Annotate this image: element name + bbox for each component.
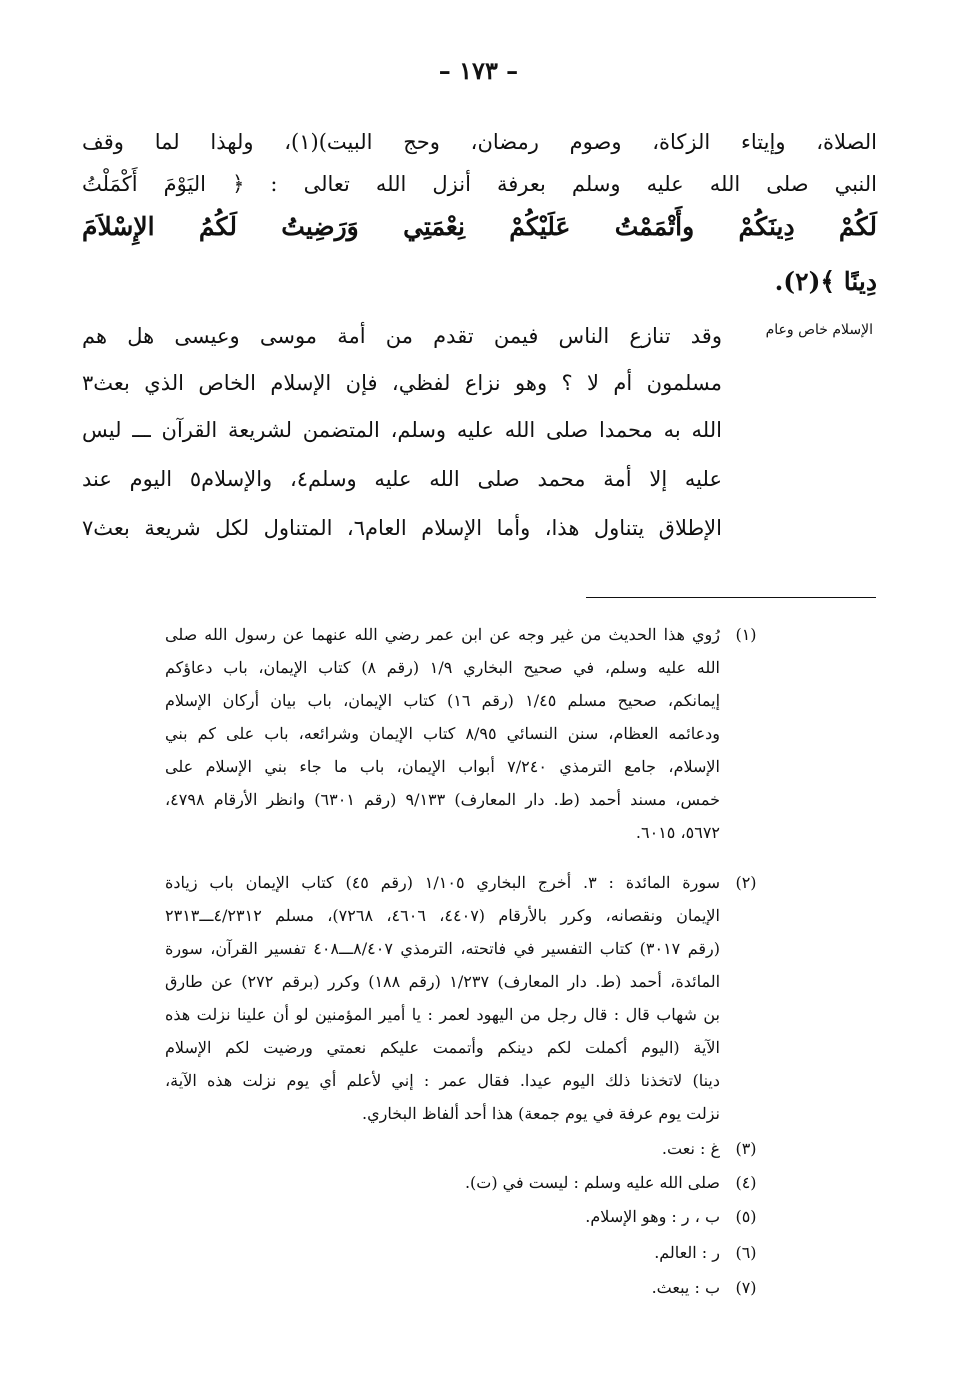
footnote-number: (٣) bbox=[735, 1139, 757, 1158]
footnote-line: دينا) لاتخذنا ذلك اليوم عيدا. فقال عمر : إني لأعلم أي يوم نزلت هذه الآية، bbox=[165, 1071, 720, 1090]
footnote-line: ب ، ر : وهو الإسلام. bbox=[585, 1207, 720, 1226]
footnote-line: غ : نعت. bbox=[661, 1139, 720, 1158]
footnote-line: نزلت يوم عرفة في يوم جمعة) هذا أحد ألفاظ البخاري. bbox=[362, 1104, 720, 1123]
text-line: عليه إلا أمة محمد صلى الله عليه وسلم٤، والإسلام٥ اليوم عند bbox=[82, 467, 722, 491]
footnote-line: المائدة، أحمد (ط. دار المعارف) ١/٢٣٧ (رقم ١٨٨) وكرر (برقم ٢٧٢) عن طارق bbox=[165, 972, 721, 991]
footnote-number: (٤) bbox=[735, 1173, 757, 1192]
text-line: الإطلاق يتناول هذا، وأما الإسلام العام٦، المتناول لكل شريعة بعث٧ bbox=[82, 516, 722, 540]
footnote-line: الله عليه وسلم، في صحيح البخاري ١/٩ (رقم ٨) كتاب الإيمان، باب دعاؤكم bbox=[165, 658, 720, 677]
quran-verse-line: دِينًا ﴾(٢). bbox=[774, 267, 877, 296]
footnote-line: الآية (اليوم أكملت لكم دينكم وأتممت عليكم نعمتي ورضيت لكم الإسلام bbox=[165, 1038, 720, 1057]
footnote-line: ر : العالم. bbox=[654, 1243, 720, 1262]
footnote-line: الإيمان ونقصانه، وكرر بالأرقام (٤٤٠٧، ٤٦٠٦، ٧٢٦٨)، مسلم ٤/٢٣١٢ـــ٢٣١٣ bbox=[165, 906, 720, 925]
footnote-line: ٥٦٧٢، ٦٠١٥. bbox=[635, 823, 720, 842]
footnote-line: بن شهاب قال : قال رجل من اليهود لعمر : يا أمير المؤمنين لو أن علينا نزلت هذه bbox=[165, 1005, 720, 1024]
footnote-separator bbox=[586, 597, 876, 598]
text-line: وقد تنازع الناس فيمن تقدم من أمة موسى وعيسى هل هم bbox=[82, 324, 722, 348]
footnote-line: الإسلام، جامع الترمذي ٧/٢٤٠ أبواب الإيمان، باب ما جاء بني الإسلام على bbox=[165, 757, 721, 776]
footnote-line: خمس، مسند أحمد (ط. دار المعارف) ٩/١٣٣ (رقم ٦٣٠١) وانظر الأرقام ٤٧٩٨، bbox=[165, 790, 720, 809]
footnote-number: (٥) bbox=[735, 1207, 757, 1226]
page-number: – ١٧٣ – bbox=[438, 56, 519, 85]
footnote-line: رُوي هذا الحديث من غير وجه عن ابن عمر رضي الله عنهما عن رسول الله صلى bbox=[165, 625, 720, 644]
footnote-line: سورة المائدة : ٣. أخرج البخاري ١/١٠٥ (رقم ٤٥) كتاب الإيمان باب زيادة bbox=[165, 873, 721, 892]
footnote-line: ودعائمه العظام، سنن النسائي ٨/٩٥ كتاب الإيمان وشرائعه، باب على كم بني bbox=[165, 724, 720, 743]
footnote-number: (٦) bbox=[735, 1243, 757, 1262]
text-line: الله به محمدا صلى الله عليه وسلم، المتضمن لشريعة القرآن ـــ ليس bbox=[82, 418, 722, 442]
text-line: مسلمون أم لا ؟ وهو نزاع لفظي، فإن الإسلام الخاص الذي بعث٣ bbox=[82, 371, 722, 395]
text-line: الصلاة، وإيتاء الزكاة، وصوم رمضان، وحج البيت)(١)، ولهذا لما وقف bbox=[82, 130, 877, 154]
footnote-number: (١) bbox=[735, 625, 757, 644]
quran-verse-line: لَكُمْ دِينَكُمْ وأَتْمَمْتُ عَلَيْكُمْ نِعْمَتِي وَرَضِيتُ لَكُمُ الإِسْلاَمَ bbox=[82, 212, 877, 241]
footnote-line: (رقم ٣٠١٧) كتاب التفسير في فاتحته، الترمذي ٨/٤٠٧ـــ٤٠٨ تفسير القرآن، سورة bbox=[165, 939, 721, 958]
footnote-number: (٧) bbox=[735, 1278, 757, 1297]
text-line: النبي صلى الله عليه وسلم بعرفة أنزل الله تعالى : ﴿ اليَوْمَ أَكْمَلْتُ bbox=[82, 172, 877, 196]
footnote-line: ب : يبعث. bbox=[651, 1278, 720, 1297]
footnote-line: صلى الله عليه وسلم : ليست في (ت). bbox=[464, 1173, 720, 1192]
margin-note: الإسلام خاص وعام bbox=[765, 322, 873, 338]
footnote-line: إيمانكم، صحيح مسلم ١/٤٥ (رقم ١٦) كتاب الإيمان، باب بيان أركان الإسلام bbox=[165, 691, 721, 710]
footnote-number: (٢) bbox=[735, 873, 757, 892]
